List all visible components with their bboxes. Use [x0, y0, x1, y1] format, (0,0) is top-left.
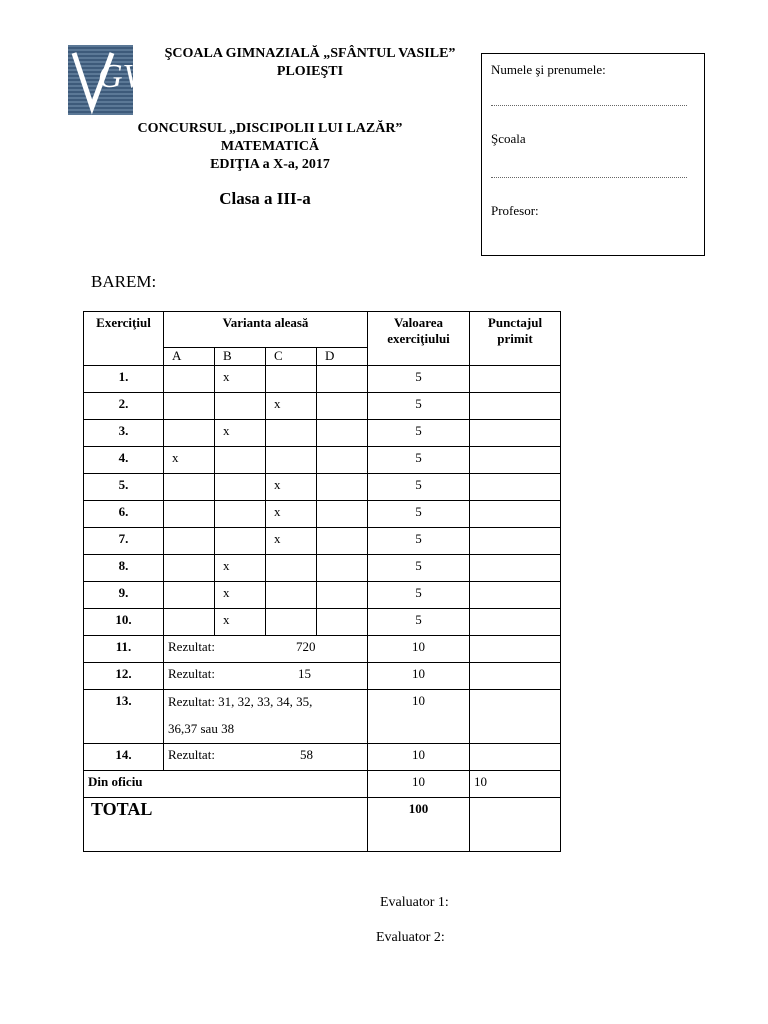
cell-d [317, 501, 368, 528]
table-row [84, 555, 561, 582]
evaluator-2-label: Evaluator 2: [376, 930, 445, 945]
row-number: 3. [84, 420, 164, 447]
evaluator-1-label: Evaluator 1: [380, 895, 449, 910]
table-row [84, 663, 561, 690]
table-row [84, 690, 561, 744]
total-row [84, 798, 561, 852]
cell-b: x [215, 609, 266, 636]
cell-value: 10 [368, 663, 470, 690]
school-line-1: ŞCOALA GIMNAZIALĂ „SFÂNTUL VASILE” [164, 46, 456, 61]
table-row [84, 744, 561, 771]
oficiu-label: Din oficiu [84, 771, 368, 798]
table-row [84, 528, 561, 555]
cell-c: x [266, 393, 317, 420]
header-exercitiul: Exerciţiul [84, 312, 164, 366]
cell-b [215, 528, 266, 555]
cell-c: x [266, 474, 317, 501]
cell-b: x [215, 420, 266, 447]
cell-a [164, 420, 215, 447]
total-value: 100 [368, 798, 470, 852]
result-label-2: 36,37 sau 38 [168, 721, 235, 736]
cell-a [164, 393, 215, 420]
contest-title [100, 120, 440, 174]
school-logo-icon [68, 45, 144, 115]
result-value: 15 [298, 666, 311, 681]
row-number: 11. [84, 636, 164, 663]
cell-a: x [164, 447, 215, 474]
option-b: B [215, 348, 266, 366]
cell-points [470, 528, 561, 555]
cell-points [470, 474, 561, 501]
row-number: 5. [84, 474, 164, 501]
cell-c [266, 366, 317, 393]
cell-value: 5 [368, 366, 470, 393]
result-value: 58 [300, 747, 313, 762]
school-line-2: PLOIEŞTI [276, 64, 344, 79]
option-a: A [164, 348, 215, 366]
cell-b: x [215, 366, 266, 393]
cell-d [317, 582, 368, 609]
cell-points [470, 582, 561, 609]
row-number: 9. [84, 582, 164, 609]
cell-points [470, 609, 561, 636]
cell-points [470, 744, 561, 771]
cell-points [470, 420, 561, 447]
row-number: 10. [84, 609, 164, 636]
cell-c: x [266, 528, 317, 555]
table-row [84, 366, 561, 393]
table-row [84, 474, 561, 501]
cell-value: 10 [368, 744, 470, 771]
cell-b: x [215, 555, 266, 582]
teacher-label: Profesor: [491, 203, 539, 218]
cell-points [470, 393, 561, 420]
identity-box [481, 53, 705, 256]
table-row [84, 420, 561, 447]
result-label: Rezultat: [168, 666, 215, 681]
contest-line-2: MATEMATICĂ [220, 139, 320, 154]
cell-c [266, 609, 317, 636]
answer-table [83, 311, 561, 852]
total-label: TOTAL [84, 798, 368, 852]
barem-title: BAREM: [91, 272, 157, 291]
cell-b [215, 501, 266, 528]
result-cell [164, 690, 368, 744]
cell-a [164, 366, 215, 393]
row-number: 7. [84, 528, 164, 555]
cell-value: 5 [368, 501, 470, 528]
cell-d [317, 447, 368, 474]
result-cell [164, 636, 368, 663]
cell-b [215, 393, 266, 420]
school-line[interactable] [491, 177, 687, 178]
result-label: Rezultat: 31, 32, 33, 34, 35, [168, 694, 313, 709]
cell-value: 5 [368, 555, 470, 582]
cell-points [470, 663, 561, 690]
option-c: C [266, 348, 317, 366]
cell-value: 10 [368, 636, 470, 663]
cell-value: 5 [368, 609, 470, 636]
cell-points [470, 447, 561, 474]
table-row [84, 609, 561, 636]
result-cell [164, 663, 368, 690]
cell-points [470, 366, 561, 393]
header-punctajul: Punctajul primit [470, 312, 561, 366]
row-number: 8. [84, 555, 164, 582]
result-cell [164, 744, 368, 771]
mc-rows [84, 366, 561, 636]
name-label: Numele şi prenumele: [491, 62, 606, 77]
cell-b [215, 447, 266, 474]
result-label: Rezultat: [168, 747, 215, 762]
table-row [84, 582, 561, 609]
result-label: Rezultat: [168, 639, 215, 654]
row-number: 2. [84, 393, 164, 420]
cell-points [470, 636, 561, 663]
cell-c [266, 447, 317, 474]
name-line[interactable] [491, 105, 687, 106]
cell-d [317, 528, 368, 555]
header-valoarea: Valoarea exerciţiului [368, 312, 470, 366]
table-row [84, 447, 561, 474]
cell-value: 5 [368, 393, 470, 420]
cell-points [470, 555, 561, 582]
class-title: Clasa a III-a [219, 189, 311, 208]
cell-d [317, 366, 368, 393]
result-value: 720 [296, 639, 316, 654]
cell-a [164, 555, 215, 582]
cell-c [266, 582, 317, 609]
cell-a [164, 582, 215, 609]
school-label: Şcoala [491, 131, 526, 146]
cell-value: 5 [368, 582, 470, 609]
row-number: 1. [84, 366, 164, 393]
cell-c: x [266, 501, 317, 528]
cell-d [317, 393, 368, 420]
cell-a [164, 528, 215, 555]
row-number: 6. [84, 501, 164, 528]
cell-value: 10 [368, 690, 470, 744]
cell-d [317, 609, 368, 636]
cell-a [164, 609, 215, 636]
cell-d [317, 420, 368, 447]
cell-value: 5 [368, 420, 470, 447]
oficiu-value: 10 [368, 771, 470, 798]
header-varianta: Varianta aleasă [164, 312, 368, 348]
option-d: D [317, 348, 368, 366]
table-row [84, 393, 561, 420]
row-number: 12. [84, 663, 164, 690]
row-number: 4. [84, 447, 164, 474]
cell-d [317, 555, 368, 582]
contest-line-1: CONCURSUL „DISCIPOLII LUI LAZĂR” [137, 121, 403, 136]
cell-d [317, 474, 368, 501]
table-row [84, 501, 561, 528]
table-row [84, 636, 561, 663]
cell-a [164, 474, 215, 501]
cell-c [266, 420, 317, 447]
school-name [140, 45, 480, 81]
row-number: 13. [84, 690, 164, 744]
cell-value: 5 [368, 447, 470, 474]
total-points [470, 798, 561, 852]
cell-a [164, 501, 215, 528]
cell-b [215, 474, 266, 501]
cell-points [470, 501, 561, 528]
oficiu-row [84, 771, 561, 798]
cell-value: 5 [368, 528, 470, 555]
contest-line-3: EDIŢIA a X-a, 2017 [210, 157, 330, 172]
cell-b: x [215, 582, 266, 609]
cell-c [266, 555, 317, 582]
logo-letters: GV [98, 58, 144, 95]
oficiu-points: 10 [470, 771, 561, 798]
cell-points [470, 690, 561, 744]
cell-value: 5 [368, 474, 470, 501]
row-number: 14. [84, 744, 164, 771]
